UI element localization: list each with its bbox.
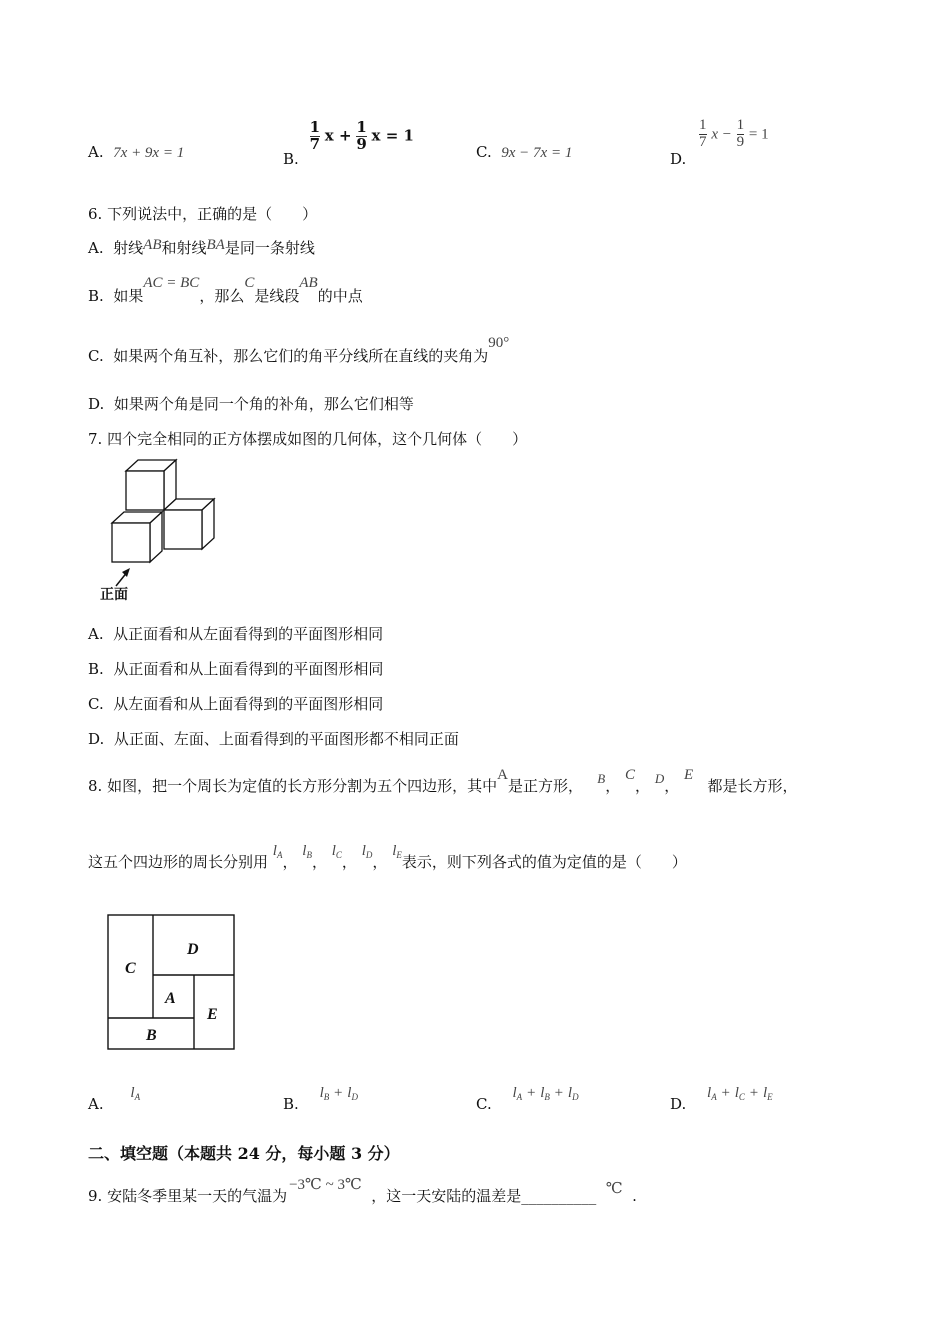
region-c: C	[125, 960, 136, 977]
rectangle-figure	[106, 913, 238, 1053]
region-a: A	[165, 990, 176, 1007]
option-label: D.	[670, 150, 687, 169]
outer-rectangle	[108, 915, 234, 1049]
q8-stem-line1: 8. 如图，把一个周长为定值的长方形分割为五个四边形，其中A是正方形， B， C， D， E 都是长方形，	[88, 767, 798, 795]
q9-stem: 9. 安陆冬季里某一天的气温为−3℃ ~ 3℃ ，这一天安陆的温差是__________ ℃ .	[88, 1177, 637, 1205]
math-expression: 9x − 7x = 1	[501, 145, 573, 161]
q7-stem: 7. 四个完全相同的正方体摆成如图的几何体，这个几何体（ ）	[88, 430, 528, 448]
q6-stem: 6. 下列说法中，正确的是（ ）	[88, 205, 318, 223]
q7-option-c: C. 从左面看和从上面看得到的平面图形相同	[88, 695, 384, 713]
cube-top-front	[126, 471, 164, 510]
q6-option-d: D. 如果两个角是同一个角的补角，那么它们相等	[88, 395, 414, 413]
section-title: 二、填空题（本题共 24 分，每小题 3 分）	[88, 1144, 400, 1163]
math-expression: 7x + 9x = 1	[113, 145, 185, 161]
q6-option-b: B. 如果AC = BC，那么C是线段AB的中点	[88, 275, 363, 305]
region-b: B	[146, 1027, 157, 1044]
option-label: A.	[88, 143, 104, 161]
q6-option-c: C. 如果两个角互补，那么它们的角平分线所在直线的夹角为90°	[88, 335, 510, 365]
region-d: D	[187, 941, 199, 958]
region-e: E	[207, 1006, 218, 1023]
q8-option-c: C. $l_A + l_B + l_D$	[476, 1085, 579, 1113]
figure-label-front: 正面	[100, 587, 128, 603]
option-label: C.	[476, 143, 492, 161]
q5-option-a	[88, 143, 184, 162]
q8-option-a: A. $l_A$	[88, 1085, 141, 1113]
q5-option-d: D. $\frac{1}{7}$ x − $\frac{1}{9}$ = 1	[670, 117, 769, 169]
q8-stem-line2: 这五个四边形的周长分别用 $l_A$， $l_B$， $l_C$， $l_D$， $l_E$表示，则下列各式的值为定值的是（ ）	[88, 843, 687, 871]
q6-option-a: A. 射线AB和射线BA是同一条射线	[88, 237, 315, 257]
cube-right-front	[164, 510, 202, 549]
cube-left-front	[112, 523, 150, 562]
option-label: B.	[283, 150, 299, 169]
q7-option-b: B. 从正面看和从上面看得到的平面图形相同	[88, 660, 384, 678]
q7-option-a: A. 从正面看和从左面看得到的平面图形相同	[88, 625, 384, 643]
q8-option-b: B. $l_B + l_D$	[283, 1085, 358, 1113]
q8-option-d: D. $l_A + l_C + l_E$	[670, 1085, 773, 1113]
q7-option-d: D. 从正面、左面、上面看得到的平面图形都不相同正面	[88, 730, 459, 748]
q5-option-b: B. $\frac{1}{7}$ x + $\frac{1}{9}$ x = 1	[283, 118, 414, 169]
arrow-head	[122, 568, 130, 577]
q5-option-c	[476, 143, 572, 162]
